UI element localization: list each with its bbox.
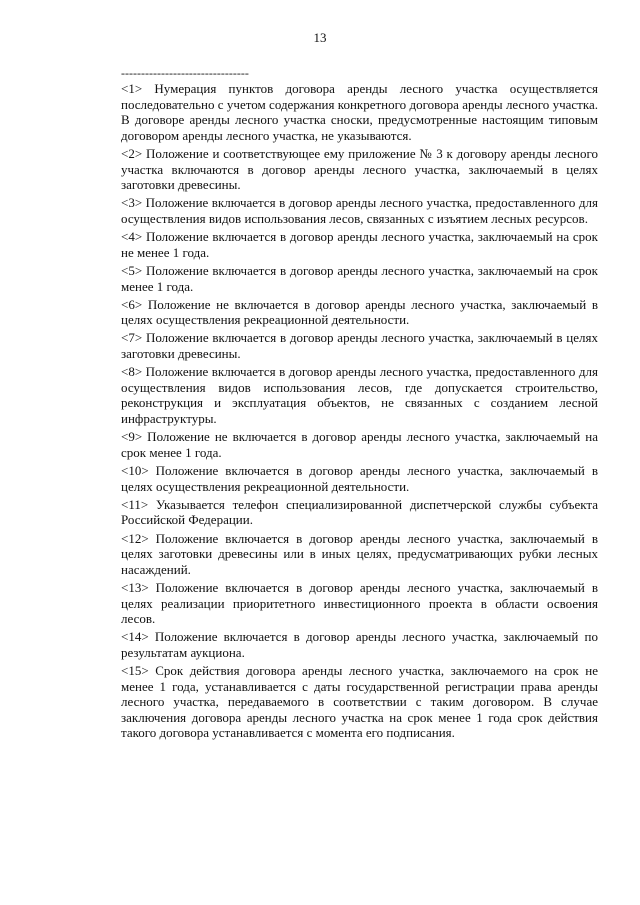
footnote-text: Положение не включается в договор аренды лесного участка, заключаемый в целях осуществления рекреационной деятельности. bbox=[121, 296, 598, 328]
footnote-7 bbox=[121, 330, 598, 361]
footnotes-section bbox=[121, 66, 598, 744]
footnote-text: Положение включается в договор аренды лесного участка, заключаемый в целях осуществления рекреационной деятельности. bbox=[121, 463, 598, 494]
footnote-marker: <3> bbox=[121, 195, 143, 211]
footnote-text: Положение включается в договор аренды лесного участка, предоставленного для осуществления видов использования лесов, связанных с изъятием лесных ресурсов. bbox=[121, 195, 598, 226]
footnote-text: Положение включается в договор аренды лесного участка, предоставленного для осуществления видов использования лесов, где допускается строительство, реконструкция и эксплуатация объектов, не связанных с созданием лесной инфраструктуры. bbox=[121, 364, 598, 427]
footnote-text: Нумерация пунктов договора аренды лесного участка осуществляется последовательно с учетом содержания конкретного договора аренды лесного участка. В договоре аренды лесного участка сноски, предусмотренные настоящим типовым договором аренды лесного участка, не указываются. bbox=[121, 81, 598, 143]
page-number: 13 bbox=[313, 30, 327, 45]
footnote-8 bbox=[121, 364, 598, 426]
footnote-marker: <11> bbox=[121, 496, 149, 512]
footnote-text: Положение включается в договор аренды лесного участка, заключаемый в целях реализации приоритетного инвестиционного проекта в области освоения лесов. bbox=[121, 579, 598, 627]
footnote-14 bbox=[121, 629, 598, 660]
footnote-2 bbox=[121, 146, 598, 193]
footnote-marker: <2> bbox=[121, 145, 143, 161]
footnote-text: Положение включается в договор аренды лесного участка, заключаемый на срок менее 1 года. bbox=[121, 262, 598, 294]
footnote-6 bbox=[121, 297, 598, 328]
footnote-1 bbox=[121, 81, 598, 143]
footnote-text: Положение и соответствующее ему приложение № 3 к договору аренды лесного участка включаются в договор аренды лесного участка, заключаемый в целях заготовки древесины. bbox=[121, 145, 598, 193]
footnote-text: Указывается телефон специализированной диспетчерской службы субъекта Российской Федерации. bbox=[121, 496, 598, 528]
footnote-marker: <4> bbox=[121, 229, 143, 245]
footnote-text: Срок действия договора аренды лесного участка, заключаемого на срок не менее 1 года, устанавливается с даты государственной регистрации права аренды лесного участка, передаваемого в соответствии с таким договором. В случае заключения договора аренды лесного участка на срок менее 1 года срок действия такого договора устанавливается с момента его подписания. bbox=[121, 663, 598, 741]
footnote-marker: <9> bbox=[121, 429, 143, 445]
footnote-13 bbox=[121, 580, 598, 627]
footnote-11 bbox=[121, 497, 598, 528]
footnote-marker: <6> bbox=[121, 296, 143, 312]
footnote-marker: <15> bbox=[121, 663, 149, 679]
footnote-marker: <5> bbox=[121, 262, 143, 278]
footnote-text: Положение включается в договор аренды лесного участка, заключаемый в целях заготовки древесины или в иных целях, предусматривающих рубки лесных насаждений. bbox=[121, 530, 598, 577]
footnote-9 bbox=[121, 429, 598, 460]
footnote-marker: <12> bbox=[121, 530, 149, 546]
footnote-marker: <14> bbox=[121, 629, 149, 645]
footnote-marker: <7> bbox=[121, 330, 143, 346]
footnote-marker: <10> bbox=[121, 463, 149, 478]
footnote-separator: -------------------------------- bbox=[121, 66, 249, 80]
footnote-10 bbox=[121, 463, 598, 494]
footnote-text: Положение включается в договор аренды лесного участка, заключаемый по результатам аукциона. bbox=[121, 629, 598, 660]
footnote-text: Положение включается в договор аренды лесного участка, заключаемый в целях заготовки древесины. bbox=[121, 330, 598, 362]
footnote-text: Положение включается в договор аренды лесного участка, заключаемый на срок не менее 1 года. bbox=[121, 229, 598, 260]
footnote-marker: <8> bbox=[121, 364, 143, 380]
footnote-text: Положение не включается в договор аренды лесного участка, заключаемый на срок менее 1 года. bbox=[121, 429, 598, 460]
footnote-12 bbox=[121, 531, 598, 578]
footnote-3 bbox=[121, 195, 598, 226]
footnote-15 bbox=[121, 663, 598, 741]
footnote-marker: <13> bbox=[121, 579, 149, 595]
footnote-5 bbox=[121, 263, 598, 294]
footnote-marker: <1> bbox=[121, 81, 143, 96]
footnote-4 bbox=[121, 229, 598, 260]
